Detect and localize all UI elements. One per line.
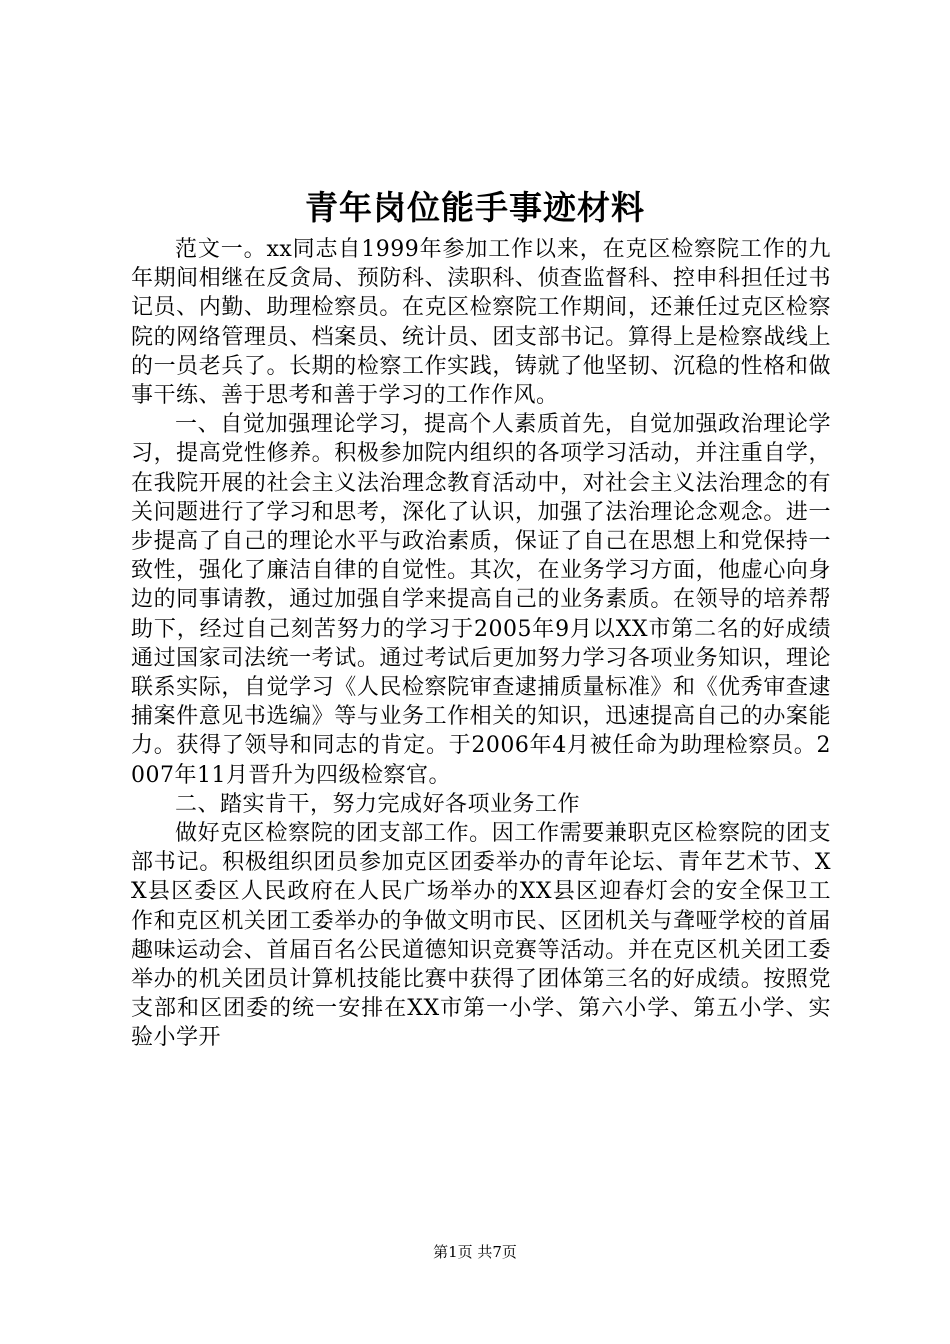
- paragraph-section-2-body: 做好克区检察院的团支部工作。因工作需要兼职克区检察院的团支部书记。积极组织团员参加克区团委举办的青年论坛、青年艺术节、XX县区委区人民政府在人民广场举办的XX县区迎春灯会的安全保卫工作和克区机关团工委举办的争做文明市民、区团机关与聋哑学校的首届趣味运动会、首届百名公民道德知识竞赛等活动。并在克区机关团工委举办的机关团员计算机技能比赛中获得了团体第三名的好成绩。按照党支部和区团委的统一安排在XX市第一小学、第六小学、第五小学、实验小学开: [131, 821, 831, 1051]
- paragraph-section-2-heading: 二、踏实肯干，努力完成好各项业务工作: [175, 791, 581, 817]
- document-title: 青年岗位能手事迹材料: [305, 188, 645, 227]
- document-body: [131, 235, 831, 1053]
- paragraph-section-1: 一、自觉加强理论学习，提高个人素质首先，自觉加强政治理论学习，提高党性修养。积极参加院内组织的各项学习活动，并注重自学，在我院开展的社会主义法治理念教育活动中，对社会主义法治理念的有关问题进行了学习和思考，深化了认识，加强了法治理论念观念。进一步提高了自己的理论水平与政治素质，保证了自己在思想上和党保持一致性，强化了廉洁自律的自觉性。其次，在业务学习方面，他虚心向身边的同事请教，通过加强自学来提高自己的业务素质。在领导的培养帮助下，经过自己刻苦努力的学习于2005年9月以XX市第二名的好成绩通过国家司法统一考试。通过考试后更加努力学习各项业务知识，理论联系实际，自觉学习《人民检察院审查逮捕质量标准》和《优秀审查逮捕案件意见书选编》等与业务工作相关的知识，迅速提高自己的办案能力。获得了领导和同志的肯定。于2006年4月被任命为助理检察员。2007年11月晋升为四级检察官。: [131, 412, 831, 788]
- paragraph-intro: 范文一。xx同志自1999年参加工作以来，在克区检察院工作的九年期间相继在反贪局、预防科、渎职科、侦查监督科、控申科担任过书记员、内勤、助理检察员。在克区检察院工作期间，还兼任过克区检察院的网络管理员、档案员、统计员、团支部书记。算得上是检察战线上的一员老兵了。长期的检察工作实践，铸就了他坚韧、沉稳的性格和做事干练、善于思考和善于学习的工作作风。: [131, 237, 831, 409]
- page-footer: 第1页 共7页: [433, 1243, 517, 1261]
